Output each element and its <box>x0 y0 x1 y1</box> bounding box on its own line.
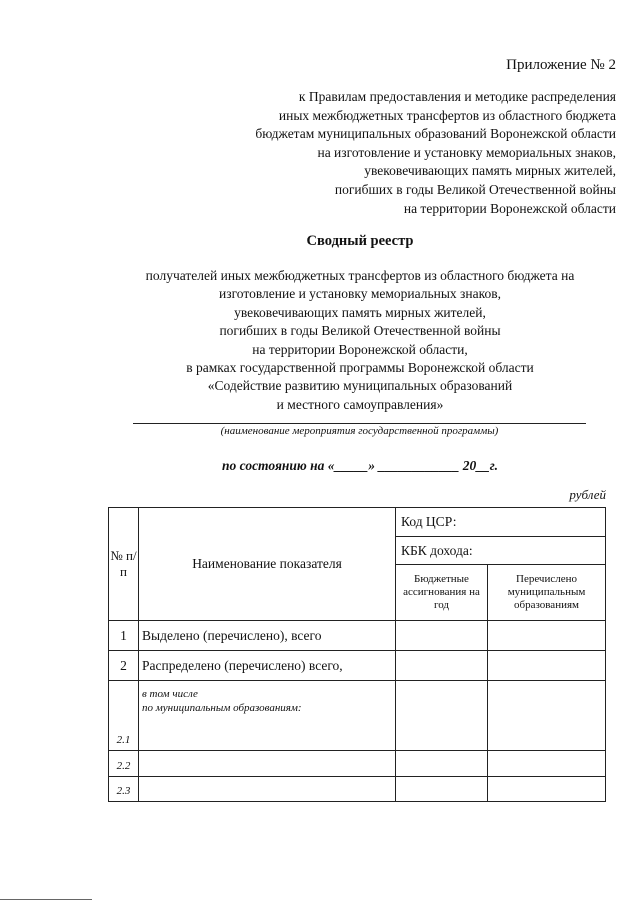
document-subtitle <box>90 267 630 414</box>
subtitle-line: погибших в годы Великой Отечественной войны <box>219 323 501 339</box>
transfer-cell[interactable] <box>488 777 606 802</box>
appendix-number: Приложение № 2 <box>506 57 616 73</box>
appendix-reference <box>196 88 616 218</box>
subtitle-line: и местного самоуправления» <box>276 396 444 412</box>
header-transferred: Перечислено муниципальным образованиям <box>488 565 606 621</box>
header-row-number: № п/п <box>109 508 139 621</box>
row-number: 2.3 <box>109 777 139 802</box>
footnote-separator <box>0 899 92 900</box>
table-row <box>109 651 606 681</box>
header-budget-allocations: Бюджетные ассигнования на год <box>396 565 488 621</box>
table-row <box>109 621 606 651</box>
transfer-cell[interactable] <box>488 621 606 651</box>
document-title: Сводный реестр <box>306 233 414 249</box>
subtitle-line: изготовление и установку мемориальных знаков, <box>219 286 501 302</box>
table-row <box>109 681 606 751</box>
budget-cell[interactable] <box>396 681 488 751</box>
row-number: 1 <box>109 621 139 651</box>
note-line: в том числе <box>142 688 198 700</box>
transfer-cell[interactable] <box>488 651 606 681</box>
appendix-line: увековечивающих память мирных жителей, <box>364 163 616 179</box>
budget-cell[interactable] <box>396 751 488 777</box>
subtitle-line: получателей иных межбюджетных трансфертов из областного бюджета на <box>145 268 575 283</box>
event-name-caption: (наименование мероприятия государственной программы) <box>220 425 499 437</box>
row-number: 2 <box>109 651 139 681</box>
row-indicator: Распределено (перечислено) всего, <box>139 651 396 681</box>
subtitle-line: увековечивающих память мирных жителей, <box>234 304 486 320</box>
row-indicator: Выделено (перечислено), всего <box>139 621 396 651</box>
row-number: 2.1 <box>109 681 139 751</box>
note-line: по муниципальным образованиям: <box>142 702 302 714</box>
appendix-line: иных межбюджетных трансфертов из областного бюджета <box>278 107 616 123</box>
appendix-line: бюджетам муниципальных образований Воронежской области <box>255 126 616 142</box>
appendix-line: на изготовление и установку мемориальных знаков, <box>317 144 616 160</box>
municipality-cell[interactable] <box>139 751 396 777</box>
subtitle-line: «Содействие развитию муниципальных образований <box>207 378 513 394</box>
appendix-line: погибших в годы Великой Отечественной войны <box>334 181 616 197</box>
row-number: 2.2 <box>109 751 139 777</box>
budget-cell[interactable] <box>396 651 488 681</box>
transfer-cell[interactable] <box>488 751 606 777</box>
header-csr-code: Код ЦСР: <box>396 508 606 537</box>
appendix-line: на территории Воронежской области <box>403 200 616 216</box>
transfer-cell[interactable] <box>488 681 606 751</box>
appendix-line: к Правилам предоставления и методике распределения <box>298 89 616 104</box>
municipalities-note <box>139 681 396 751</box>
header-kbk-code: КБК дохода: <box>396 537 606 565</box>
table-row <box>109 777 606 802</box>
as-of-date: по состоянию на «_____» ____________ 20__г. <box>222 458 498 473</box>
municipality-cell[interactable] <box>139 777 396 802</box>
subtitle-line: в рамках государственной программы Воронежской области <box>186 360 534 376</box>
currency-unit: рублей <box>569 487 606 502</box>
header-indicator-name: Наименование показателя <box>139 508 396 621</box>
table-row <box>109 751 606 777</box>
subtitle-line: на территории Воронежской области, <box>252 341 468 357</box>
registry-table <box>108 507 606 802</box>
budget-cell[interactable] <box>396 777 488 802</box>
budget-cell[interactable] <box>396 621 488 651</box>
event-name-underline <box>133 423 586 424</box>
